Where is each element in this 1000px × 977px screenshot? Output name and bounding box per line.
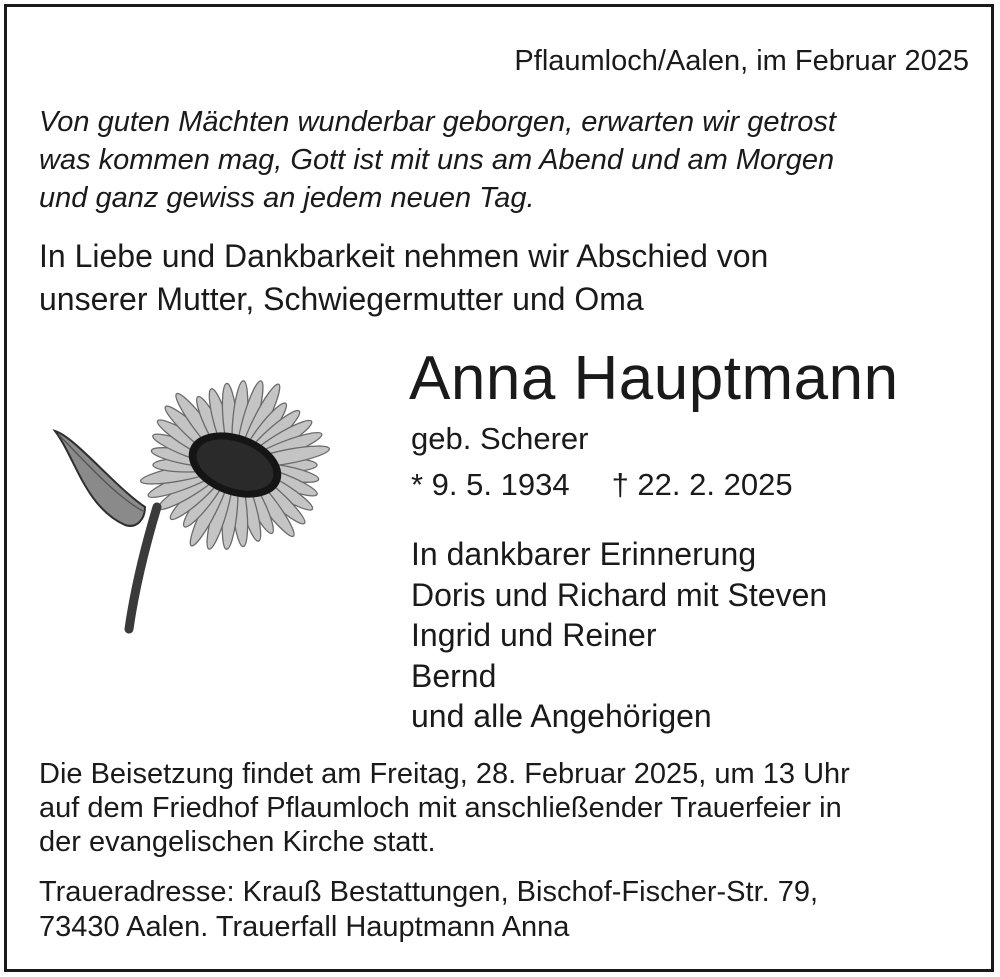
burial-line: der evangelischen Kirche statt. bbox=[39, 826, 436, 858]
maiden-name: geb. Scherer bbox=[411, 421, 589, 456]
burial-line: Die Beisetzung findet am Freitag, 28. Februar 2025, um 13 Uhr bbox=[39, 758, 850, 790]
obituary-notice bbox=[4, 4, 994, 972]
verse-quote bbox=[39, 103, 836, 217]
mourners-line: Bernd bbox=[411, 657, 497, 694]
intro-text bbox=[39, 235, 768, 321]
verse-line: Von guten Mächten wunderbar geborgen, erwarten wir getrost bbox=[39, 106, 836, 138]
verse-line: was kommen mag, Gott ist mit uns am Abend und am Morgen bbox=[39, 144, 835, 176]
intro-line: In Liebe und Dankbarkeit nehmen wir Abschied von bbox=[39, 238, 769, 274]
address-line: Traueradresse: Krauß Bestattungen, Bischof-Fischer-Str. 79, bbox=[39, 876, 819, 908]
mourners-line: Doris und Richard mit Steven bbox=[411, 576, 828, 613]
deceased-name: Anna Hauptmann bbox=[409, 344, 899, 413]
mourners-line: und alle Angehörigen bbox=[411, 698, 712, 734]
intro-line: unserer Mutter, Schwiegermutter und Oma bbox=[39, 281, 644, 317]
place-date: Pflaumloch/Aalen, im Februar 2025 bbox=[514, 45, 969, 77]
burial-info bbox=[39, 757, 850, 859]
burial-line: auf dem Friedhof Pflaumloch mit anschließender Trauerfeier in bbox=[39, 792, 842, 824]
death-date: † 22. 2. 2025 bbox=[611, 467, 793, 502]
sunflower-icon bbox=[45, 357, 345, 653]
mourning-address bbox=[39, 875, 818, 945]
birth-date: * 9. 5. 1934 bbox=[411, 467, 570, 502]
mourners-list bbox=[411, 534, 827, 737]
verse-line: und ganz gewiss an jedem neuen Tag. bbox=[39, 182, 535, 214]
life-dates bbox=[411, 467, 793, 503]
mourners-line: In dankbarer Erinnerung bbox=[411, 536, 757, 572]
address-line: 73430 Aalen. Trauerfall Hauptmann Anna bbox=[39, 911, 570, 943]
mourners-line: Ingrid und Reiner bbox=[411, 617, 657, 653]
